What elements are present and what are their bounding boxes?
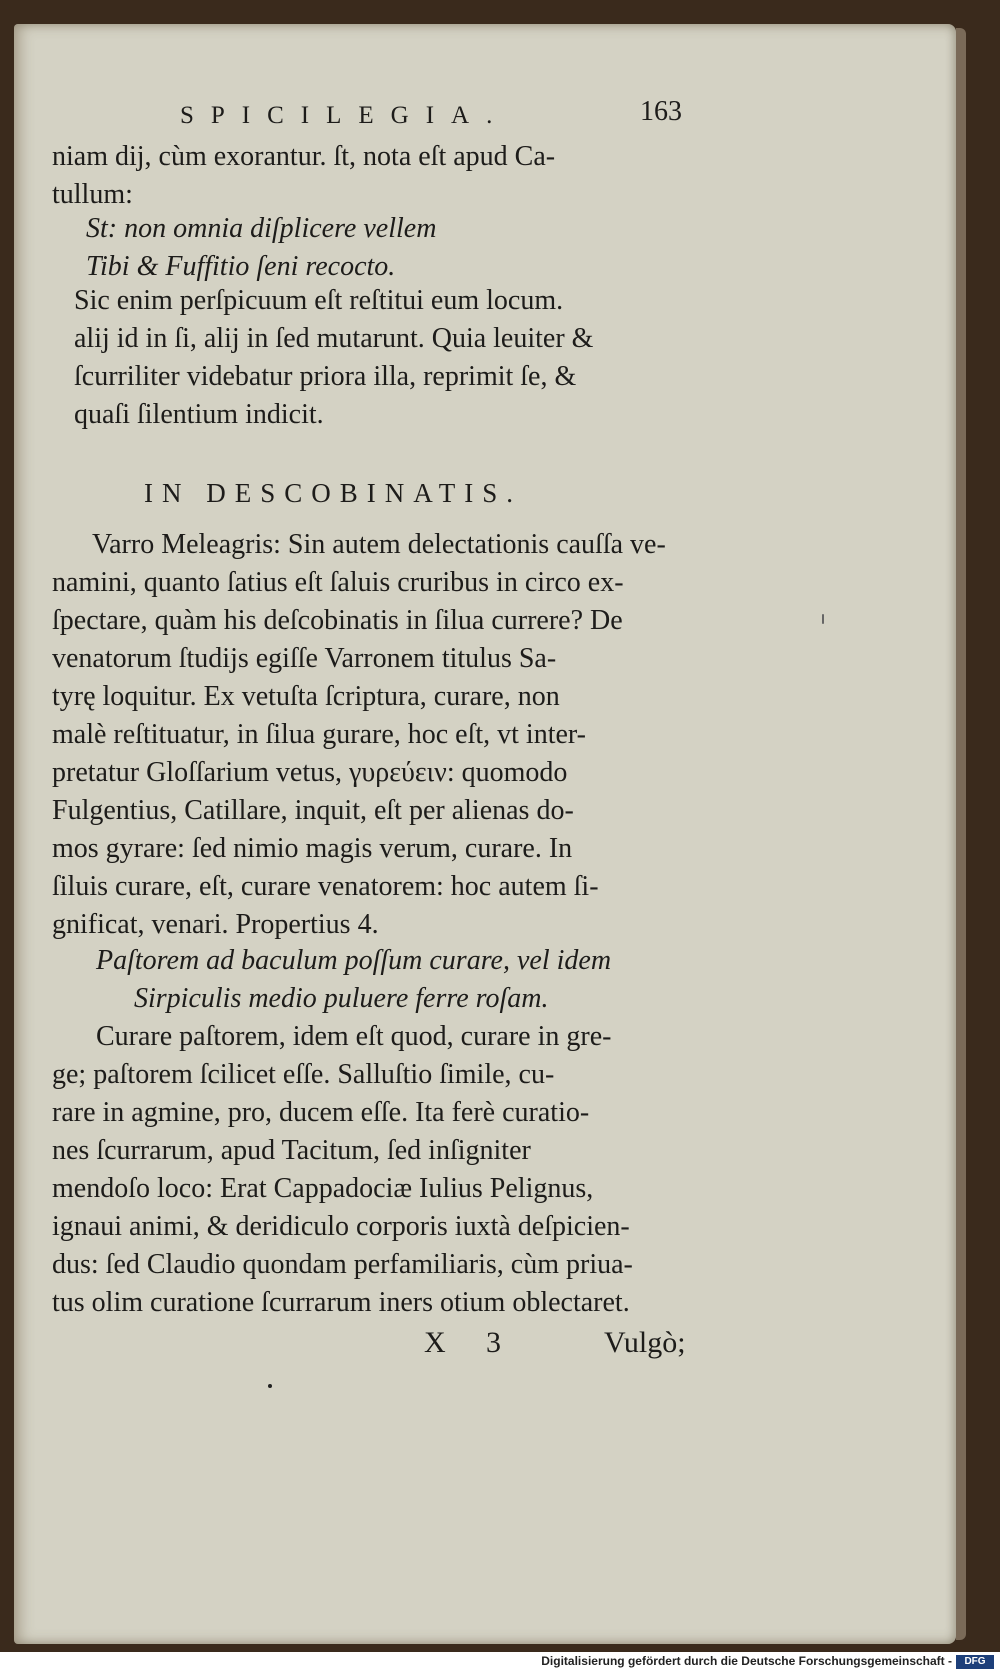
paper-mark: [822, 614, 824, 624]
text-line: rare in agmine, pro, ducem eſſe. Ita ferè curatio-: [52, 1097, 590, 1128]
dfg-logo-icon: DFG: [956, 1655, 994, 1669]
paper-speck: [268, 1384, 272, 1388]
page-edge: [956, 28, 966, 1640]
page-number: 163: [640, 96, 682, 127]
text-line: pretatur Gloſſarium vetus, γυρεύειν: quomodo: [52, 757, 568, 788]
text-line: niam dij, cùm exorantur. ſt, nota eſt apud Ca-: [52, 141, 556, 172]
text-line: venatorum ſtudijs egiſſe Varronem titulus Sa-: [52, 643, 557, 674]
text-line: gnificat, venari. Propertius 4.: [52, 909, 379, 940]
text-line: namini, quanto ſatius eſt ſaluis cruribus in circo ex-: [52, 567, 624, 598]
signature-number: 3: [486, 1326, 501, 1359]
catchword: Vulgò;: [604, 1326, 686, 1359]
text-line: tyrę loquitur. Ex vetuſta ſcriptura, curare, non: [52, 681, 560, 712]
text-line: Tibi & Fuffitio ſeni recocto.: [86, 251, 396, 282]
text-line: alij id in ſi, alij in ſed mutarunt. Quia leuiter &: [74, 323, 594, 354]
text-line: quaſi ſilentium indicit.: [74, 399, 324, 430]
text-line: ſiluis curare, eſt, curare venatorem: hoc autem ſi-: [52, 871, 599, 902]
text-line: dus: ſed Claudio quondam perfamiliaris, cùm priua-: [52, 1249, 633, 1280]
text-line: Sic enim perſpicuum eſt reſtitui eum locum.: [74, 285, 564, 316]
footer-credit: Digitalisierung gefördert durch die Deutsche Forschungsgemeinschaft -: [541, 1654, 952, 1668]
text-line: tus olim curatione ſcurrarum iners otium oblectaret.: [52, 1287, 630, 1318]
text-line: Varro Meleagris: Sin autem delectationis cauſſa ve-: [92, 529, 666, 560]
text-line: Fulgentius, Catillare, inquit, eſt per alienas do-: [52, 795, 574, 826]
text-line: St: non omnia diſplicere vellem: [86, 213, 437, 244]
signature-mark: X: [424, 1326, 446, 1359]
text-line: mos gyrare: ſed nimio magis verum, curare. In: [52, 833, 573, 864]
text-line: ſcurriliter videbatur priora illa, reprimit ſe, &: [74, 361, 577, 392]
text-line: tullum:: [52, 179, 133, 210]
running-header: SPICILEGIA.: [180, 102, 510, 129]
text-line: Sirpiculis medio puluere ferre roſam.: [134, 983, 549, 1014]
section-heading: IN DESCOBINATIS.: [144, 478, 523, 508]
text-line: mendoſo loco: Erat Cappadociæ Iulius Pelignus,: [52, 1173, 594, 1204]
text-line: ſpectare, quàm his deſcobinatis in ſilua currere? De: [52, 605, 623, 636]
text-line: Curare paſtorem, idem eſt quod, curare in gre-: [96, 1021, 612, 1052]
text-line: ignaui animi, & deridiculo corporis iuxtà deſpicien-: [52, 1211, 630, 1242]
text-line: nes ſcurrarum, apud Tacitum, ſed inſigniter: [52, 1135, 531, 1166]
text-line: malè reſtituatur, in ſilua gurare, hoc eſt, vt inter-: [52, 719, 587, 750]
text-line: ge; paſtorem ſcilicet eſſe. Salluſtio ſimile, cu-: [52, 1059, 555, 1090]
text-line: Paſtorem ad baculum poſſum curare, vel idem: [96, 945, 612, 976]
